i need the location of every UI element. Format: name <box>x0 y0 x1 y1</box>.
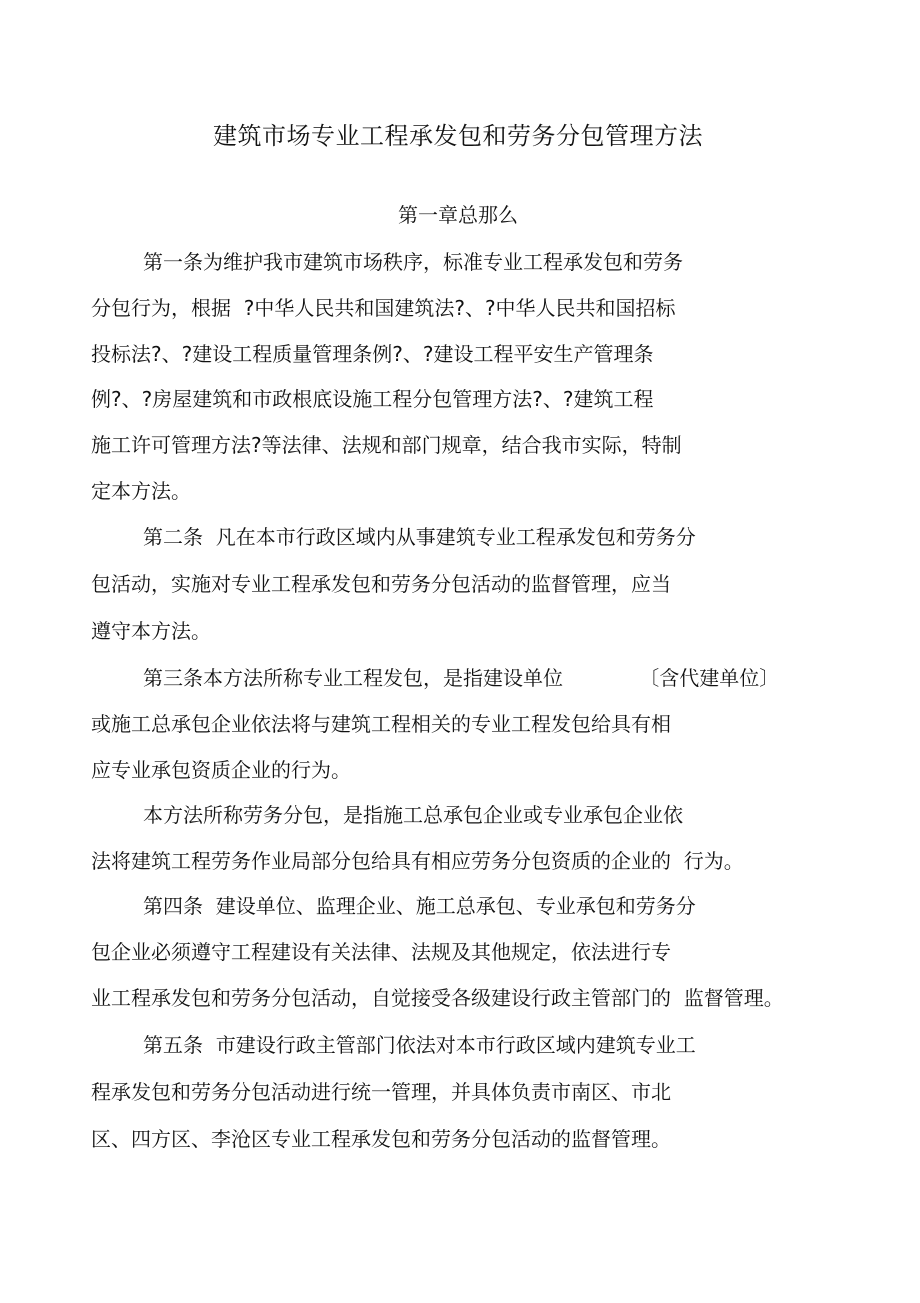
chapter-heading: 第一章总那么 <box>398 203 518 227</box>
article-2-line-2: 包活动，实施对专业工程承发包和劳务分包活动的监督管理，应当 <box>91 572 671 596</box>
article-1-line-6: 定本方法。 <box>91 479 191 503</box>
article-4-line-1: 第四条 建设单位、监理企业、施工总承包、专业承包和劳务分 <box>143 894 696 918</box>
article-1-line-2: 分包行为，根据 ?中华人民共和国建筑法?、?中华人民共和国招标 <box>91 296 676 320</box>
article-2-line-3: 遵守本方法。 <box>91 619 211 643</box>
article-1-line-4: 例?、?房屋建筑和市政根底设施工程分包管理方法?、?建筑工程 <box>91 387 654 411</box>
article-1-line-3: 投标法?、?建设工程质量管理条例?、?建设工程平安生产管理条 <box>91 342 654 366</box>
article-1-line-1: 第一条为维护我市建筑市场秩序，标准专业工程承发包和劳务 <box>143 250 683 274</box>
article-3-line-3: 应专业承包资质企业的行为。 <box>91 758 351 782</box>
article-4-line-3: 业工程承发包和劳务分包活动，自觉接受各级建设行政主管部门的 监督管理。 <box>91 986 784 1010</box>
article-3-line-1: 第三条本方法所称专业工程发包，是指建设单位 〔含代建单位〕 <box>143 666 780 690</box>
article-5-line-2: 程承发包和劳务分包活动进行统一管理，并具体负责市南区、市北 <box>91 1080 671 1104</box>
article-3-para-2-line-2: 法将建筑工程劳务作业局部分包给具有相应劳务分包资质的企业的 行为。 <box>91 849 744 873</box>
document-title: 建筑市场专业工程承发包和劳务分包管理方法 <box>213 122 703 150</box>
article-3-para-2-line-1: 本方法所称劳务分包，是指施工总承包企业或专业承包企业依 <box>143 803 683 827</box>
article-3-line-2: 或施工总承包企业依法将与建筑工程相关的专业工程发包给具有相 <box>91 712 671 736</box>
article-1-line-5: 施工许可管理方法?等法律、法规和部门规章，结合我市实际，特制 <box>91 433 682 457</box>
article-2-line-1: 第二条 凡在本市行政区域内从事建筑专业工程承发包和劳务分 <box>143 525 696 549</box>
article-4-line-2: 包企业必须遵守工程建设有关法律、法规及其他规定，依法进行专 <box>91 940 671 964</box>
article-5-line-3: 区、四方区、李沧区专业工程承发包和劳务分包活动的监督管理。 <box>91 1127 671 1151</box>
article-5-line-1: 第五条 市建设行政主管部门依法对本市行政区域内建筑专业工 <box>143 1033 696 1057</box>
